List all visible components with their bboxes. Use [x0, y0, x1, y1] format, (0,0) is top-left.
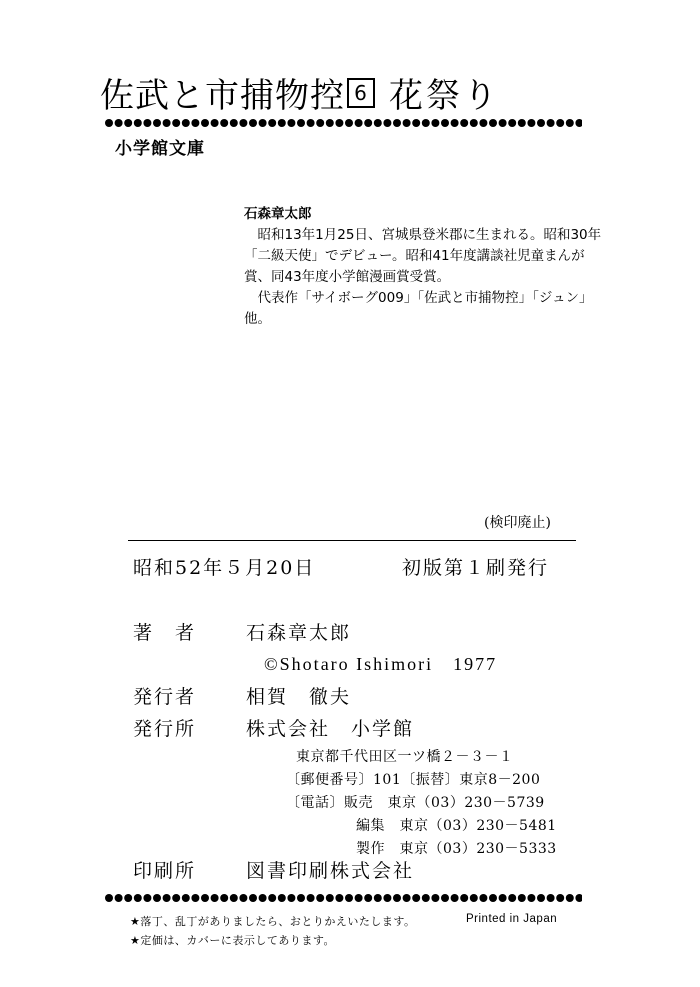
dot	[307, 119, 315, 127]
office-value: 株式会社 小学館	[246, 718, 415, 740]
dot	[297, 119, 305, 127]
footer-note-replacement: ★落丁、乱丁がありましたら、おとりかえいたします。	[130, 915, 416, 928]
edition-note: 初版第１刷発行	[402, 557, 550, 579]
publication-date: 昭和52年５月20日	[133, 557, 316, 579]
dotted-divider-top	[104, 116, 582, 130]
dot	[191, 119, 199, 127]
dot-row	[104, 116, 582, 130]
dot	[355, 119, 363, 127]
dot	[451, 119, 459, 127]
author-bio	[244, 204, 604, 330]
dot	[393, 119, 401, 127]
dot	[422, 119, 430, 127]
dot	[345, 894, 353, 902]
office-label: 発行所	[133, 718, 197, 740]
dot	[297, 894, 305, 902]
dot	[115, 894, 123, 902]
dot	[239, 119, 247, 127]
bio-paragraph-2: 代表作「サイボーグ009」「佐武と市捕物控」「ジュン」他。	[244, 290, 593, 327]
dot	[383, 119, 391, 127]
dot	[537, 119, 545, 127]
dot	[172, 119, 180, 127]
printed-in-japan: Printed in Japan	[466, 913, 558, 925]
dot	[182, 119, 190, 127]
imprint-label: 小学館文庫	[115, 139, 205, 159]
dot	[220, 894, 228, 902]
dot	[575, 894, 582, 902]
author-value: 石森章太郎	[246, 622, 352, 644]
dot	[287, 119, 295, 127]
dot	[537, 894, 545, 902]
dot	[105, 119, 113, 127]
dot	[278, 894, 286, 902]
dot-row	[104, 891, 582, 905]
dot	[307, 894, 315, 902]
dot	[124, 119, 132, 127]
dot	[163, 894, 171, 902]
dot	[335, 894, 343, 902]
dotted-divider-bottom	[104, 891, 582, 905]
dot	[143, 119, 151, 127]
dot	[220, 119, 228, 127]
dot	[499, 894, 507, 902]
dot	[374, 894, 382, 902]
phone-editorial: 編集 東京（03）230－5481	[356, 818, 557, 834]
dot	[124, 894, 132, 902]
dot	[364, 894, 372, 902]
dot	[460, 119, 468, 127]
dot	[508, 119, 516, 127]
dot	[143, 894, 151, 902]
dot	[355, 894, 363, 902]
printer-value: 図書印刷株式会社	[246, 860, 415, 882]
dot	[326, 119, 334, 127]
footer-note-price: ★定価は、カバーに表示してあります。	[130, 934, 335, 947]
dot	[172, 894, 180, 902]
volume-subtitle: 花祭り	[389, 76, 500, 116]
dot	[403, 119, 411, 127]
dot	[451, 894, 459, 902]
dot	[163, 119, 171, 127]
dot	[326, 894, 334, 902]
dot	[479, 119, 487, 127]
issuer-label: 発行者	[133, 686, 197, 708]
dot	[470, 119, 478, 127]
dot	[153, 894, 161, 902]
dot	[249, 119, 257, 127]
dot	[556, 894, 564, 902]
seal-abolished-note: (検印廃止)	[484, 515, 551, 531]
dot	[393, 894, 401, 902]
issuer-value: 相賀 徹夫	[246, 686, 352, 708]
printer-label: 印刷所	[133, 860, 197, 882]
dot	[134, 894, 142, 902]
dot	[527, 894, 535, 902]
dot	[441, 894, 449, 902]
dot	[278, 119, 286, 127]
dot	[374, 119, 382, 127]
dot	[364, 119, 372, 127]
dot	[134, 119, 142, 127]
dot	[316, 119, 324, 127]
dot	[230, 119, 238, 127]
dot	[508, 894, 516, 902]
dot	[412, 119, 420, 127]
dot	[431, 119, 439, 127]
phone-production: 製作 東京（03）230－5333	[356, 841, 557, 857]
dot	[566, 894, 574, 902]
dot	[268, 119, 276, 127]
dot	[431, 894, 439, 902]
dot	[230, 894, 238, 902]
dot	[527, 119, 535, 127]
dot	[403, 894, 411, 902]
book-title	[100, 68, 500, 117]
colophon-rule	[128, 540, 576, 541]
dot	[566, 119, 574, 127]
dot	[259, 894, 267, 902]
copyright-line: ©Shotaro Ishimori 1977	[264, 654, 498, 674]
dot	[470, 894, 478, 902]
volume-number: 6	[347, 78, 375, 108]
dot	[547, 119, 555, 127]
dot	[556, 119, 564, 127]
dot	[191, 894, 199, 902]
dot	[383, 894, 391, 902]
dot	[115, 119, 123, 127]
series-title: 佐武と市捕物控	[100, 76, 345, 116]
dot	[412, 894, 420, 902]
dot	[518, 894, 526, 902]
dot	[422, 894, 430, 902]
dot	[479, 894, 487, 902]
dot	[211, 894, 219, 902]
dot	[201, 894, 209, 902]
bio-author-name: 石森章太郎	[244, 206, 312, 222]
dot	[153, 119, 161, 127]
dot	[335, 119, 343, 127]
author-label: 著 者	[133, 622, 197, 644]
dot	[441, 119, 449, 127]
bio-paragraph-1: 昭和13年1月25日、宮城県登米郡に生まれる。昭和30年「二級天使」でデビュー。昭和41年度講談社児童まんが賞、同43年度小学館漫画賞受賞。	[244, 227, 602, 285]
dot	[489, 894, 497, 902]
dot	[287, 894, 295, 902]
dot	[201, 119, 209, 127]
dot	[547, 894, 555, 902]
dot	[182, 894, 190, 902]
dot	[499, 119, 507, 127]
dot	[239, 894, 247, 902]
dot	[345, 119, 353, 127]
dot	[575, 119, 582, 127]
postal-info: 〔郵便番号〕101〔振替〕東京8－200	[286, 772, 541, 788]
dot	[211, 119, 219, 127]
dot	[105, 894, 113, 902]
dot	[460, 894, 468, 902]
dot	[489, 119, 497, 127]
phone-sales: 〔電話〕販売 東京（03）230－5739	[286, 795, 545, 811]
dot	[249, 894, 257, 902]
dot	[268, 894, 276, 902]
dot	[259, 119, 267, 127]
dot	[316, 894, 324, 902]
dot	[518, 119, 526, 127]
office-address: 東京都千代田区一ツ橋２－３－１	[296, 749, 514, 765]
